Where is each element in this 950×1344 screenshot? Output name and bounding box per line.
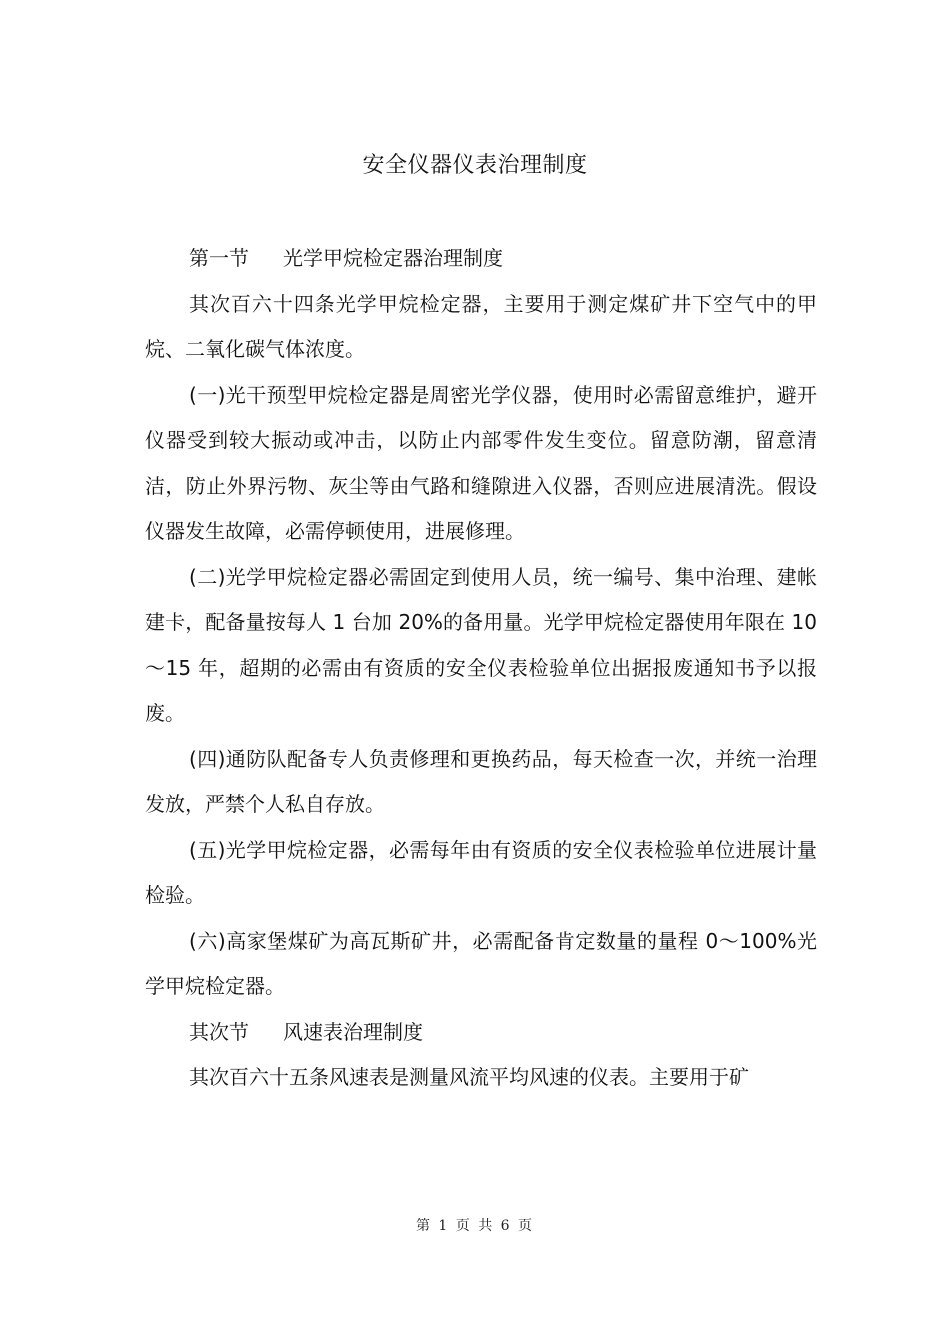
clause-paragraph: (一)光干预型甲烷检定器是周密光学仪器，使用时必需留意维护，避开仪器受到较大振动或冲击，以防止内部零件发生变位。留意防潮，留意清洁，防止外界污物、灰尘等由气路和缝隙进入仪器，否则应进展清洗。假设仪器发生故障，必需停顿使用，进展修理。 xyxy=(145,382,817,543)
section-heading-1 xyxy=(145,236,817,282)
document-title: 安全仪器仪表治理制度 xyxy=(362,153,588,178)
clause-paragraph: (二)光学甲烷检定器必需固定到使用人员，统一编号、集中治理、建帐建卡，配备量按每人 1 台加 20%的备用量。光学甲烷检定器使用年限在 10～15 年，超期的必需由有资质的安全仪表检验单位出据报废通知书予以报废。 xyxy=(145,564,817,725)
clause-paragraph: (六)高家堡煤矿为高瓦斯矿井，必需配备肯定数量的量程 0～100%光学甲烷检定器。 xyxy=(145,928,817,998)
document-body xyxy=(145,236,817,1101)
article-paragraph: 其次百六十四条光学甲烷检定器，主要用于测定煤矿井下空气中的甲烷、二氧化碳气体浓度。 xyxy=(145,291,817,361)
section-heading-2 xyxy=(145,1010,817,1056)
section-name: 风速表治理制度 xyxy=(283,1019,423,1044)
section-number: 第一节 xyxy=(189,246,249,270)
section-number: 其次节 xyxy=(189,1019,249,1044)
clause-paragraph: (五)光学甲烷检定器，必需每年由有资质的安全仪表检验单位进展计量检验。 xyxy=(145,837,817,907)
clause-paragraph: (四)通防队配备专人负责修理和更换药品，每天检查一次，并统一治理发放，严禁个人私自存放。 xyxy=(145,746,817,816)
article-paragraph: 其次百六十五条风速表是测量风流平均风速的仪表。主要用于矿 xyxy=(189,1065,749,1089)
page-footer: 第 1 页 共 6 页 xyxy=(415,1218,535,1234)
section-name: 光学甲烷检定器治理制度 xyxy=(283,246,503,270)
